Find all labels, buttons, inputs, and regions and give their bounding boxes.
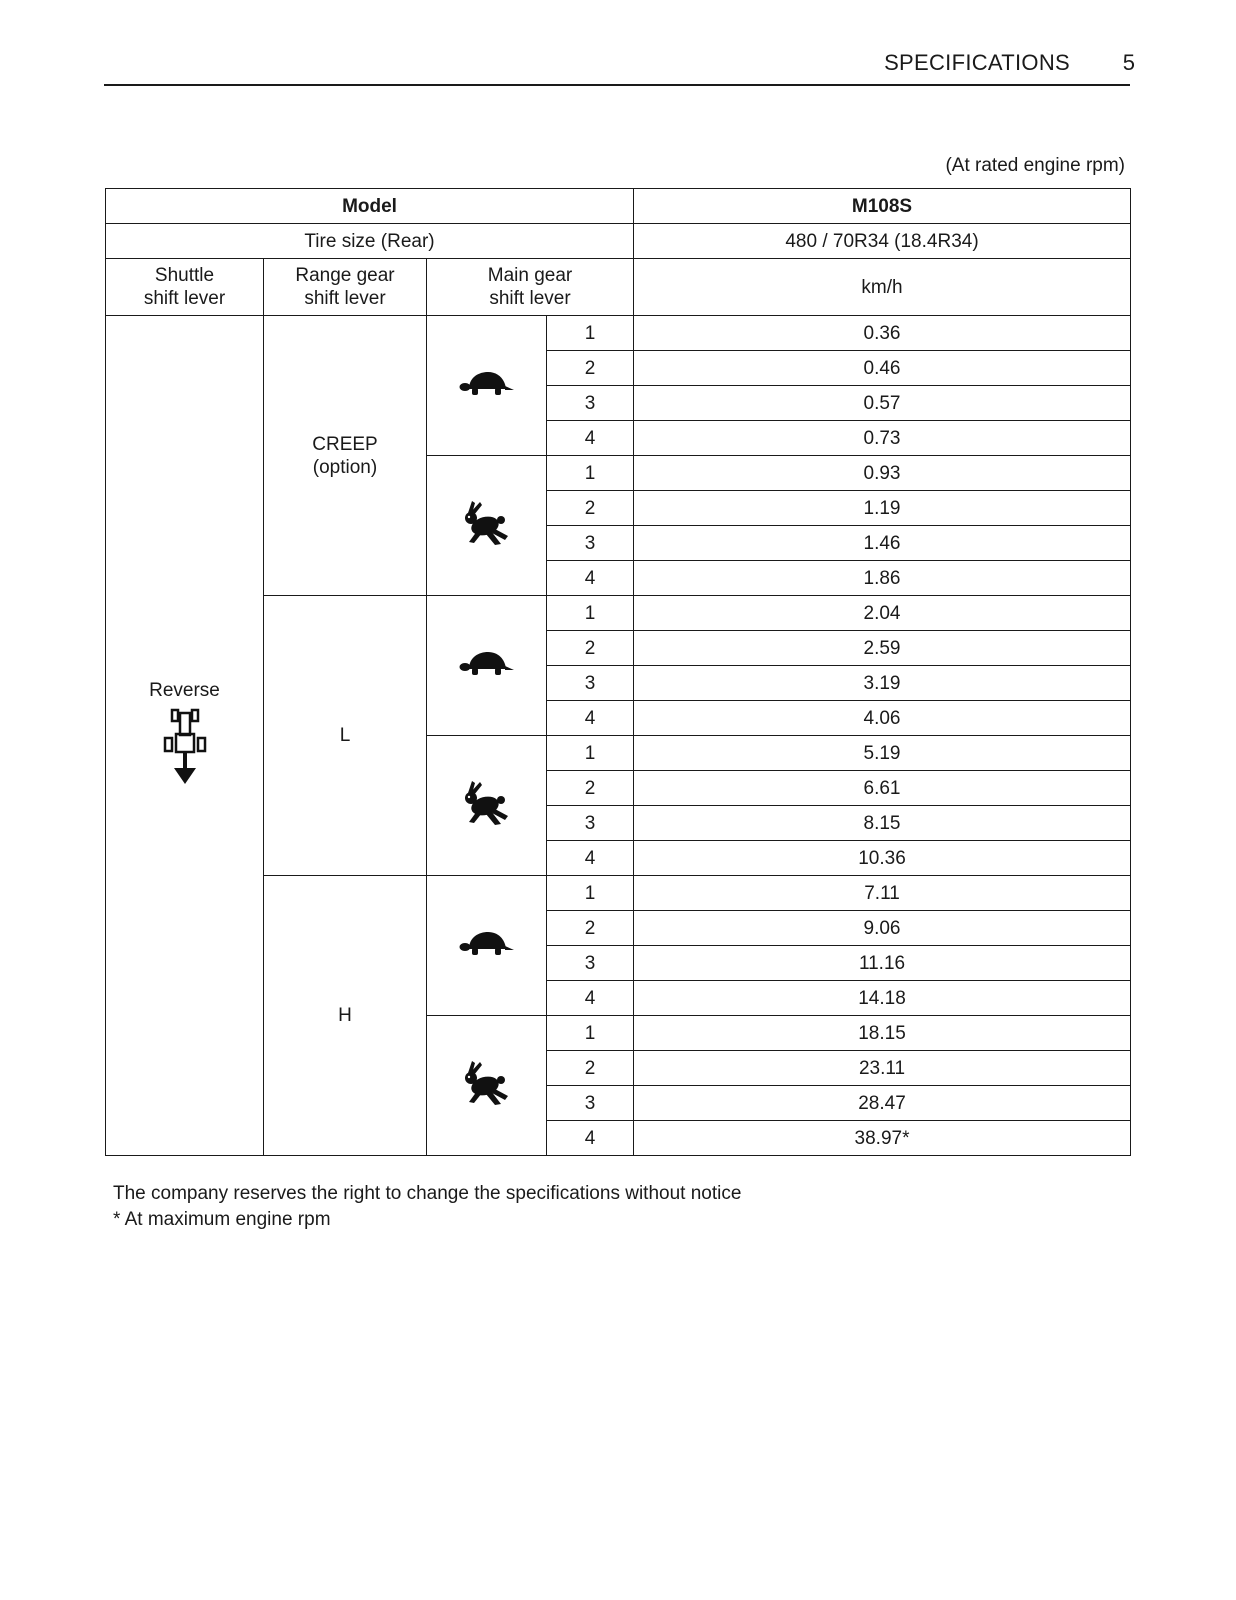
model-label: Model [106, 189, 634, 224]
speed-value: 28.47 [634, 1086, 1131, 1121]
range-gear-label: CREEP [312, 433, 378, 455]
gear-number: 3 [547, 946, 634, 981]
speed-value: 7.11 [634, 876, 1131, 911]
disclaimer-note: The company reserves the right to change the specifications without notice [113, 1183, 742, 1204]
speed-value: 0.73 [634, 421, 1131, 456]
gear-number: 3 [547, 1086, 634, 1121]
speed-value: 4.06 [634, 701, 1131, 736]
max-rpm-note: * At maximum engine rpm [113, 1209, 331, 1230]
main-gear-speed-cell [427, 596, 547, 736]
gear-number: 3 [547, 666, 634, 701]
gear-number: 1 [547, 316, 634, 351]
gear-number: 3 [547, 386, 634, 421]
gear-number: 3 [547, 806, 634, 841]
speed-value: 0.57 [634, 386, 1131, 421]
gear-number: 2 [547, 491, 634, 526]
gear-number: 1 [547, 596, 634, 631]
gear-number: 4 [547, 841, 634, 876]
main-gear-column-header: Main gear shift lever [427, 259, 634, 316]
speed-value: 8.15 [634, 806, 1131, 841]
speed-value: 2.04 [634, 596, 1131, 631]
turtle-icon [459, 369, 515, 403]
speed-value: 1.86 [634, 561, 1131, 596]
gear-number: 4 [547, 981, 634, 1016]
range-gear-cell [264, 876, 427, 1156]
footnotes [113, 1181, 741, 1233]
speed-value: 0.93 [634, 456, 1131, 491]
shuttle-value: Reverse [149, 680, 220, 701]
speed-value: 38.97* [634, 1121, 1131, 1156]
gear-number: 1 [547, 876, 634, 911]
speed-value: 11.16 [634, 946, 1131, 981]
rabbit-icon [461, 500, 513, 552]
speed-value: 5.19 [634, 736, 1131, 771]
main-gear-speed-cell [427, 1016, 547, 1156]
speed-unit-header: km/h [634, 259, 1131, 316]
page-number: 5 [1122, 50, 1135, 75]
tire-size-label: Tire size (Rear) [106, 224, 634, 259]
table-row [106, 316, 1131, 351]
speed-value: 0.36 [634, 316, 1131, 351]
speed-value: 0.46 [634, 351, 1131, 386]
gear-number: 2 [547, 771, 634, 806]
gear-number: 2 [547, 911, 634, 946]
gear-number: 2 [547, 631, 634, 666]
turtle-icon [459, 929, 515, 963]
range-column-header: Range gear shift lever [264, 259, 427, 316]
speed-value: 10.36 [634, 841, 1131, 876]
gear-number: 4 [547, 1121, 634, 1156]
speed-value: 1.19 [634, 491, 1131, 526]
gear-number: 3 [547, 526, 634, 561]
main-gear-speed-cell [427, 316, 547, 456]
gear-number: 2 [547, 1051, 634, 1086]
range-gear-label: H [338, 1005, 352, 1026]
speed-value: 18.15 [634, 1016, 1131, 1051]
section-title: SPECIFICATIONS [884, 50, 1070, 75]
main-gear-speed-cell [427, 736, 547, 876]
gear-number: 4 [547, 561, 634, 596]
speed-value: 6.61 [634, 771, 1131, 806]
range-gear-label: (option) [312, 456, 378, 478]
range-gear-cell [264, 596, 427, 876]
gear-number: 1 [547, 1016, 634, 1051]
gear-number: 4 [547, 701, 634, 736]
condition-note: (At rated engine rpm) [945, 155, 1125, 176]
main-gear-speed-cell [427, 876, 547, 1016]
tractor-reverse-arrow-icon [163, 708, 207, 792]
gear-number: 1 [547, 456, 634, 491]
main-gear-speed-cell [427, 456, 547, 596]
speed-value: 14.18 [634, 981, 1131, 1016]
rabbit-icon [461, 780, 513, 832]
tire-size-value: 480 / 70R34 (18.4R34) [634, 224, 1131, 259]
travel-speed-table [105, 188, 1131, 1156]
speed-value: 1.46 [634, 526, 1131, 561]
header-divider [104, 84, 1130, 86]
shuttle-column-header: Shuttle shift lever [106, 259, 264, 316]
gear-number: 2 [547, 351, 634, 386]
speed-value: 23.11 [634, 1051, 1131, 1086]
model-value: M108S [634, 189, 1131, 224]
speed-value: 3.19 [634, 666, 1131, 701]
speed-value: 9.06 [634, 911, 1131, 946]
gear-number: 4 [547, 421, 634, 456]
range-gear-label: L [339, 725, 351, 746]
rabbit-icon [461, 1060, 513, 1112]
speed-value: 2.59 [634, 631, 1131, 666]
range-gear-cell [264, 316, 427, 596]
gear-number: 1 [547, 736, 634, 771]
turtle-icon [459, 649, 515, 683]
shuttle-cell [106, 316, 264, 1156]
